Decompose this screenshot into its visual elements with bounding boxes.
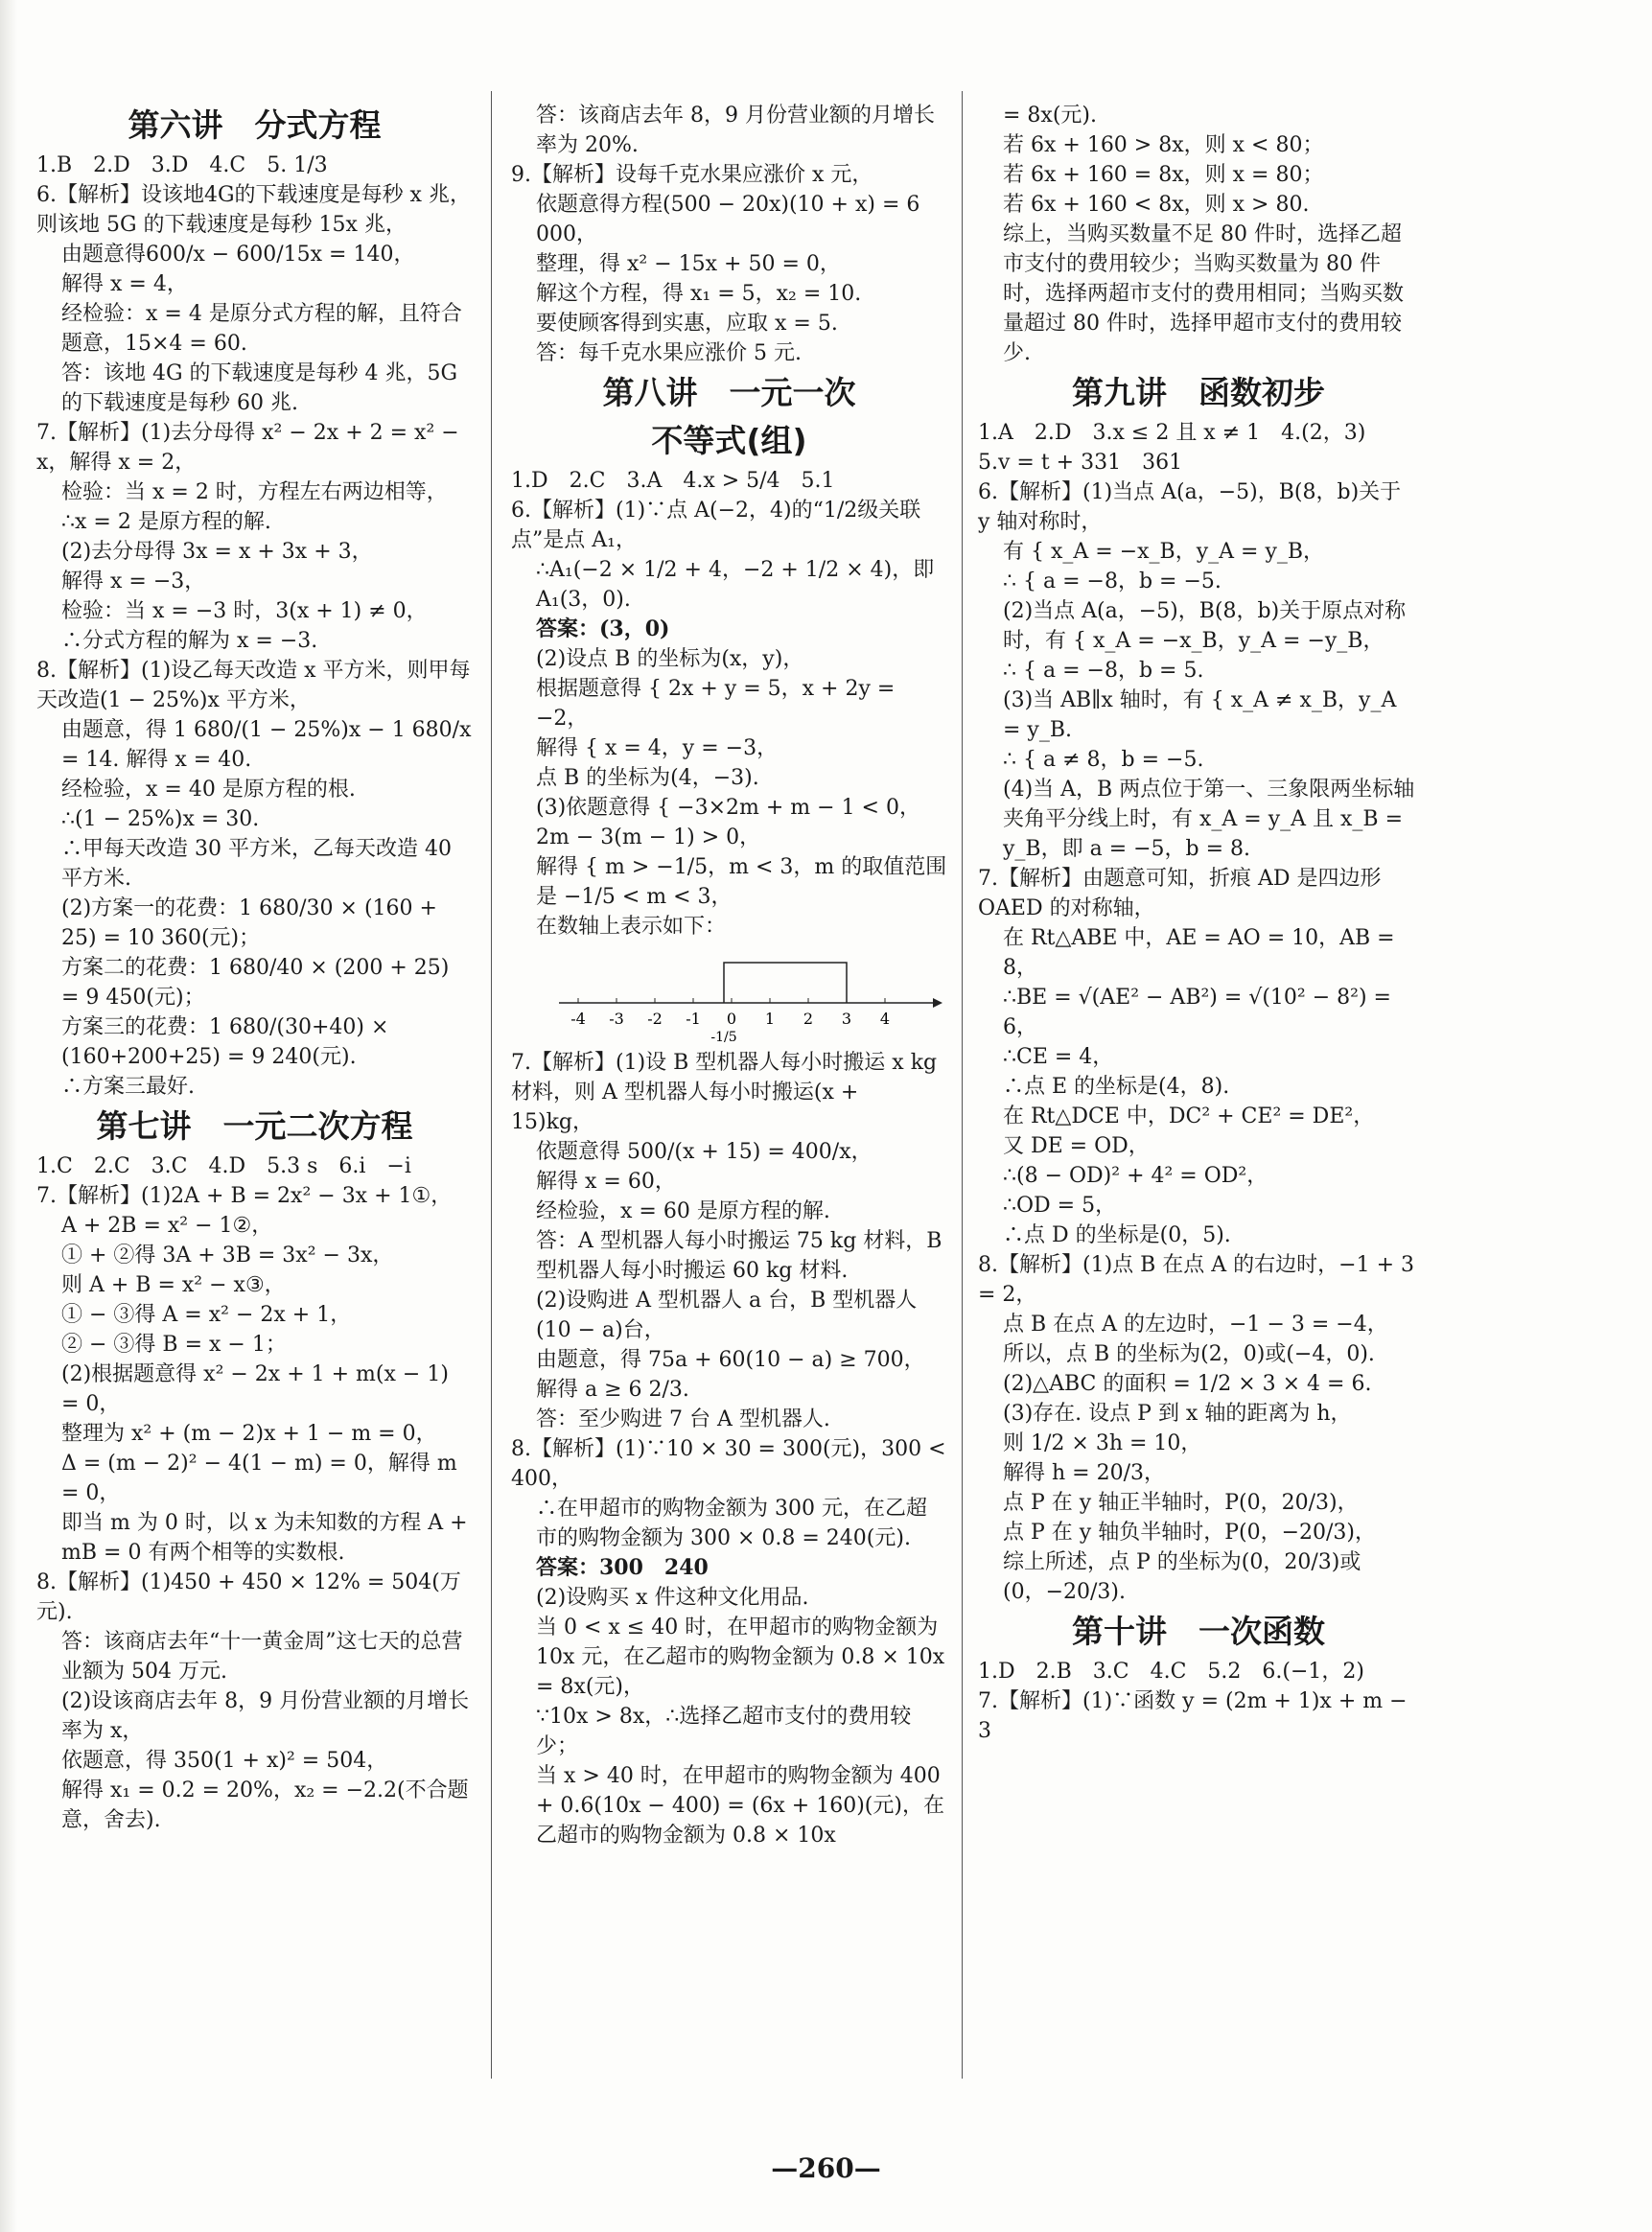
solution-line: 则 A + B = x² − x③， xyxy=(61,1273,286,1297)
column-2 xyxy=(511,101,953,1850)
column-divider-2 xyxy=(962,91,963,2079)
solution-line: 经检验，x = 40 是原方程的根. xyxy=(61,778,356,802)
solution-line: 由题意，得 75a + 60(10 − a) ≥ 700， xyxy=(536,1348,925,1372)
solution-line: 即当 m 为 0 时，以 x 为未知数的方程 A + mB = 0 有两个相等的实数根. xyxy=(61,1511,475,1565)
solution-line: 要使顾客得到实惠，应取 x = 5. xyxy=(536,312,838,336)
section-heading: 第八讲 一元一次 xyxy=(602,374,856,411)
number-line-tick-label: 2 xyxy=(803,1010,814,1028)
solution-line: 答：每千克水果应涨价 5 元. xyxy=(536,341,802,365)
solution-line: 整理为 x² + (m − 2)x + 1 − m = 0， xyxy=(61,1422,437,1446)
solution-line: 若 6x + 160 = 8x，则 x = 80； xyxy=(1003,163,1324,187)
solution-line: 根据题意得 { 2x + y = 5，x + 2y = −2， xyxy=(536,677,902,731)
solution-line: 在 Rt△ABE 中，AE = AO = 10，AB = 8， xyxy=(1003,926,1402,980)
question-line: 7.【解析】(1)2A + B = 2x² − 3x + 1①， xyxy=(36,1184,453,1208)
solution-line: ∴点 E 的坐标是(4，8). xyxy=(1003,1075,1230,1099)
solution-line: 解得 x = 4， xyxy=(61,272,188,296)
solution-line: 点 B 在点 A 的左边时，−1 − 3 = −4， xyxy=(1003,1313,1388,1337)
question-line: 1.C 2.C 3.C 4.D 5.3 s 6.i −i xyxy=(36,1154,411,1178)
binding-edge-shadow xyxy=(0,0,17,2232)
solution-line: ∴(8 − OD)² + 4² = OD²， xyxy=(1003,1164,1268,1188)
question-line: 5.v = t + 331 361 xyxy=(978,451,1183,475)
solution-line: 由题意得600/x − 600/15x = 140， xyxy=(61,243,415,267)
solution-line: 有 { x_A = −x_B，y_A = y_B， xyxy=(1003,540,1325,564)
solution-line: ∴BE = √(AE² − AB²) = √(10² − 8²) = 6， xyxy=(1003,986,1398,1039)
solution-line: 解得 x = −3， xyxy=(61,570,206,593)
solution-line: ∴在甲超市的购物金额为 300 元，在乙超市的购物金额为 300 × 0.8 = 240(元). xyxy=(536,1497,927,1550)
solution-line: (2)设购买 x 件这种文化用品. xyxy=(536,1586,809,1610)
solution-line: 点 P 在 y 轴负半轴时，P(0，−20/3)， xyxy=(1003,1521,1377,1545)
left-endpoint-label: -1/5 xyxy=(710,1030,737,1045)
solution-line: 经检验，x = 60 是原方程的解. xyxy=(536,1199,830,1223)
number-line-tick-label: 3 xyxy=(841,1010,852,1028)
solution-line: 所以，点 B 的坐标为(2，0)或(−4，0). xyxy=(1003,1342,1375,1366)
answer-line: 答案：(3，0) xyxy=(536,616,670,641)
answer-line: 答案：300 240 xyxy=(536,1555,709,1580)
solution-line: (2)当点 A(a，−5)，B(8，b)关于原点对称时，有 { x_A = −x_B，y_A = −y_B， xyxy=(1003,599,1407,653)
solution-line: ∴ { a = −8，b = 5. xyxy=(1003,659,1204,683)
solution-line: 依题意得方程(500 − 20x)(10 + x) = 6 000， xyxy=(536,193,927,246)
solution-line: (3)当 AB∥x 轴时，有 { x_A ≠ x_B，y_A = y_B. xyxy=(1003,688,1404,742)
number-line-tick-label: -1 xyxy=(686,1010,701,1028)
number-line-tick-label: 4 xyxy=(879,1010,891,1028)
solution-line: ∴ { a = −8，b = −5. xyxy=(1003,570,1222,593)
question-line: 8.【解析】(1)点 B 在点 A 的右边时，−1 + 3 = 2， xyxy=(978,1253,1422,1307)
solution-line: ∵10x > 8x，∴选择乙超市支付的费用较少； xyxy=(536,1705,912,1758)
section-heading: 第六讲 分式方程 xyxy=(128,106,382,144)
solution-line: 点 B 的坐标为(4，−3). xyxy=(536,766,759,790)
question-line: 6.【解析】(1)当点 A(a，−5)，B(8，b)关于 y 轴对称时， xyxy=(978,480,1408,534)
solution-line: ∴点 D 的坐标是(0，5). xyxy=(1003,1223,1231,1247)
solution-line: ∴x = 2 是原方程的解. xyxy=(61,510,271,534)
solution-line: (2)设购进 A 型机器人 a 台，B 型机器人(10 − a)台， xyxy=(536,1289,918,1342)
solution-line: 综上所述，点 P 的坐标为(0，20/3)或(0，−20/3). xyxy=(1003,1550,1361,1604)
solution-line: ② − ③得 B = x − 1； xyxy=(61,1333,287,1357)
section-heading: 第七讲 一元二次方程 xyxy=(96,1107,413,1145)
solution-line: 答：A 型机器人每小时搬运 75 kg 材料，B 型机器人每小时搬运 60 kg 材料. xyxy=(536,1229,949,1283)
solution-line: 解得 { m > −1/5，m < 3，m 的取值范围是 −1/5 < m < 3， xyxy=(536,855,947,909)
number-line-tick-label: -2 xyxy=(647,1010,663,1028)
question-line: 6.【解析】(1)∵点 A(−2，4)的“1/2级关联点”是点 A₁， xyxy=(511,499,921,552)
solution-line: 解得 a ≥ 6 2/3. xyxy=(536,1378,689,1402)
solution-line: 当 0 < x ≤ 40 时，在甲超市的购物金额为 10x 元，在乙超市的购物金额为 0.8 × 10x = 8x(元)， xyxy=(536,1616,952,1699)
solution-line: (2)方案一的花费：1 680/30 × (160 + 25) = 10 360(元)； xyxy=(61,896,444,950)
solution-line: 在 Rt△DCE 中，DC² + CE² = DE²， xyxy=(1003,1104,1375,1128)
question-line: 7.【解析】(1)去分母得 x² − 2x + 2 = x² − x，解得 x = 2， xyxy=(36,421,466,475)
solution-line: ∴A₁(−2 × 1/2 + 4，−2 + 1/2 × 4)，即 A₁(3，0). xyxy=(536,558,942,612)
solution-line: ∴分式方程的解为 x = −3. xyxy=(61,629,318,653)
number-line-arrow xyxy=(933,998,942,1008)
solution-line: 解得 h = 20/3， xyxy=(1003,1461,1165,1485)
solution-line: (3)依题意得 { −3×2m + m − 1 < 0，2m − 3(m − 1) > 0， xyxy=(536,796,920,849)
solution-line: ∴ { a ≠ 8，b = −5. xyxy=(1003,748,1204,772)
solution-line: ① − ③得 A = x² − 2x + 1， xyxy=(61,1303,352,1327)
solution-range-bracket xyxy=(724,963,847,1003)
solution-line: 则 1/2 × 3h = 10， xyxy=(1003,1431,1202,1455)
section-heading: 第九讲 函数初步 xyxy=(1072,374,1325,411)
question-line: 1.A 2.D 3.x ≤ 2 且 x ≠ 1 4.(2，3) xyxy=(978,421,1366,445)
solution-line: 依题意，得 350(1 + x)² = 504， xyxy=(61,1749,388,1773)
solution-line: 整理，得 x² − 15x + 50 = 0， xyxy=(536,252,841,276)
column-3 xyxy=(978,101,1422,1746)
solution-line: 答：该商店去年“十一黄金周”这七天的总营业额为 504 万元. xyxy=(61,1630,463,1684)
question-line: 6.【解析】设该地4G的下载速度是每秒 x 兆，则该地 5G 的下载速度是每秒 15x 兆， xyxy=(36,183,471,237)
solution-line: 方案三的花费：1 680/(30+40) × (160+200+25) = 9 240(元). xyxy=(61,1015,396,1069)
question-line: 8.【解析】(1)∵10 × 30 = 300(元)，300 < 400， xyxy=(511,1437,953,1491)
number-line-tick-label: 0 xyxy=(726,1010,737,1028)
question-line: 1.B 2.D 3.D 4.C 5. 1/3 xyxy=(36,153,328,177)
solution-line: 综上，当购买数量不足 80 件时，选择乙超市支付的费用较少；当购买数量为 80 件时，选择两超市支付的费用相同；当购买数量超过 80 件时，选择甲超市支付的费用较少. xyxy=(1003,222,1405,365)
solution-line: 解得 x = 60， xyxy=(536,1170,676,1194)
solution-line: 由题意，得 1 680/(1 − 25%)x − 1 680/x = 14. 解得 x = 40. xyxy=(61,718,478,772)
solution-line: Δ = (m − 2)² − 4(1 − m) = 0，解得 m = 0， xyxy=(61,1452,464,1505)
column-divider-1 xyxy=(491,91,492,2079)
solution-line: ∴CE = 4， xyxy=(1003,1045,1114,1069)
solution-line: (2)设该商店去年 8，9 月份营业额的月增长率为 x， xyxy=(61,1689,470,1743)
solution-line: 当 x > 40 时，在甲超市的购物金额为 400 + 0.6(10x − 400) = (6x + 160)(元)，在乙超市的购物金额为 0.8 × 10x xyxy=(536,1764,947,1848)
question-line: 1.D 2.B 3.C 4.C 5.2 6.(−1，2) xyxy=(978,1660,1365,1684)
number-line-tick-label: -4 xyxy=(570,1010,586,1028)
solution-line: 答：该商店去年 8，9 月份营业额的月增长率为 20%. xyxy=(536,104,935,157)
solution-line: 检验：当 x = 2 时，方程左右两边相等， xyxy=(61,480,448,504)
solution-line: 解得 x₁ = 0.2 = 20%，x₂ = −2.2(不合题意，舍去). xyxy=(61,1779,469,1832)
solution-line: (2)去分母得 3x = x + 3x + 3， xyxy=(61,540,373,564)
solution-line: (3)存在. 设点 P 到 x 轴的距离为 h， xyxy=(1003,1402,1352,1426)
solution-line: A + 2B = x² − 1②， xyxy=(61,1214,273,1238)
solution-line: (2)△ABC 的面积 = 1/2 × 3 × 4 = 6. xyxy=(1003,1372,1372,1396)
solution-line: ∴(1 − 25%)x = 30. xyxy=(61,807,260,831)
solution-line: 检验：当 x = −3 时，3(x + 1) ≠ 0， xyxy=(61,599,428,623)
solution-line: 依题意得 500/(x + 15) = 400/x， xyxy=(536,1140,873,1164)
question-line: 7.【解析】(1)∵函数 y = (2m + 1)x + m − 3 xyxy=(978,1689,1414,1743)
question-line: 9.【解析】设每千克水果应涨价 x 元， xyxy=(511,163,873,187)
question-line: 7.【解析】(1)设 B 型机器人每小时搬运 x kg材料，则 A 型机器人每小时搬运(x + 15)kg， xyxy=(511,1051,938,1134)
solution-line: 解得 { x = 4，y = −3， xyxy=(536,736,779,760)
solution-line: 若 6x + 160 < 8x，则 x > 80. xyxy=(1003,193,1310,217)
section-heading: 不等式(组) xyxy=(651,422,807,459)
solution-line: (4)当 A，B 两点位于第一、三象限两坐标轴夹角平分线上时，有 x_A = y_A 且 x_B = y_B，即 a = −5，b = 8. xyxy=(1003,778,1415,861)
solution-line: ∴OD = 5， xyxy=(1003,1194,1117,1218)
question-line: 1.D 2.C 3.A 4.x > 5/4 5.1 xyxy=(511,469,835,493)
solution-line: 在数轴上表示如下： xyxy=(536,915,727,939)
solution-line: (2)根据题意得 x² − 2x + 1 + m(x − 1) = 0， xyxy=(61,1362,455,1416)
solution-line: ① + ②得 3A + 3B = 3x² − 3x， xyxy=(61,1244,394,1267)
solution-line: 答：该地 4G 的下载速度是每秒 4 兆，5G 的下载速度是每秒 60 兆. xyxy=(61,361,465,415)
column-1 xyxy=(36,101,478,1835)
solution-line: 方案二的花费：1 680/40 × (200 + 25) = 9 450(元)； xyxy=(61,956,456,1010)
number-line-diagram xyxy=(549,947,952,1045)
page-number: —260— xyxy=(771,2152,881,2184)
number-line-tick-label: 1 xyxy=(764,1010,776,1028)
question-line: 8.【解析】(1)设乙每天改造 x 平方米，则甲每天改造(1 − 25%)x 平方米， xyxy=(36,659,471,712)
question-line: 8.【解析】(1)450 + 450 × 12% = 504(万元). xyxy=(36,1570,461,1624)
solution-line: ∴甲每天改造 30 平方米，乙每天改造 40 平方米. xyxy=(61,837,458,891)
solution-line: 答：至少购进 7 台 A 型机器人. xyxy=(536,1407,830,1431)
solution-line: 解这个方程，得 x₁ = 5，x₂ = 10. xyxy=(536,282,862,306)
solution-line: 若 6x + 160 > 8x，则 x < 80； xyxy=(1003,133,1324,157)
solution-line: 点 P 在 y 轴正半轴时，P(0，20/3)， xyxy=(1003,1491,1359,1515)
solution-line: ∴方案三最好. xyxy=(61,1075,195,1099)
question-line: 7.【解析】由题意可知，折痕 AD 是四边形 OAED 的对称轴， xyxy=(978,867,1388,920)
section-heading: 第十讲 一次函数 xyxy=(1072,1613,1325,1650)
solution-line: 又 DE = OD， xyxy=(1003,1134,1150,1158)
solution-line: = 8x(元). xyxy=(1003,104,1097,128)
solution-line: (2)设点 B 的坐标为(x，y)， xyxy=(536,647,804,671)
number-line-tick-label: -3 xyxy=(609,1010,624,1028)
solution-line: 经检验：x = 4 是原分式方程的解，且符合题意，15×4 = 60. xyxy=(61,302,462,356)
